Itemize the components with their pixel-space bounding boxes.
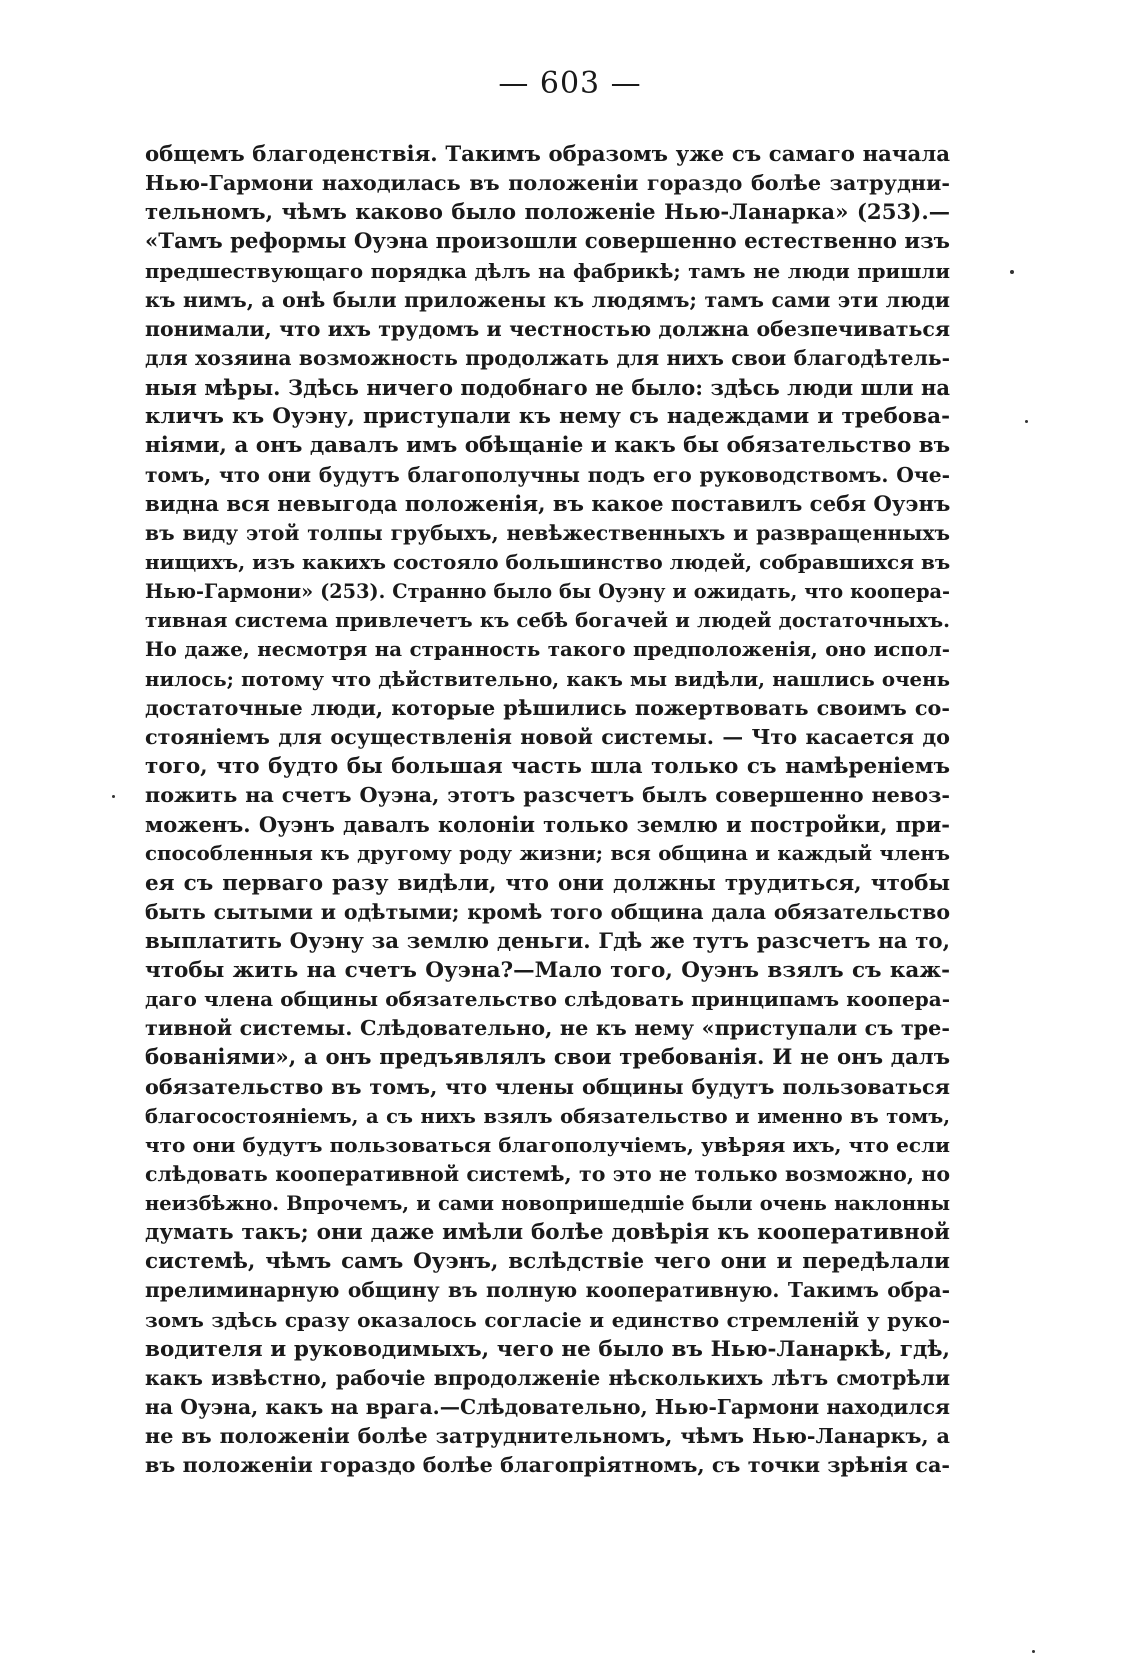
text-line: неизбѣжно. Впрочемъ, и сами новопришедшіе были очень наклонны	[145, 1192, 950, 1216]
page-number: — 603 —	[498, 66, 642, 101]
text-line: Но даже, несмотря на странность такого предположенія, оно испол-	[145, 637, 950, 662]
text-line: стояніемъ для осуществленія новой системы. — Что касается до	[145, 724, 950, 749]
text-line: къ нимъ, а онѣ были приложены къ людямъ; тамъ сами эти люди	[145, 287, 950, 312]
scan-speck	[1010, 270, 1014, 274]
text-line: моженъ. Оуэнъ давалъ колоніи только землю и постройки, при-	[145, 812, 950, 838]
text-line: кличъ къ Оуэну, приступали къ нему съ надеждами и требова-	[145, 404, 950, 430]
text-line: слѣдовать кооперативной системѣ, то это не только возможно, но	[145, 1161, 950, 1186]
text-line: системѣ, чѣмъ самъ Оуэнъ, вслѣдствіе чего они и передѣлали	[145, 1249, 950, 1275]
text-line: прелиминарную общину въ полную кооперативную. Такимъ обра-	[145, 1278, 950, 1303]
text-line: Нью-Гармони» (253). Странно было бы Оуэну и ожидать, что коопера-	[145, 580, 950, 604]
text-line: того, что будто бы большая часть шла только съ намѣреніемъ	[145, 753, 950, 779]
text-line: что они будутъ пользоваться благополучіемъ, увѣряя ихъ, что если	[145, 1132, 950, 1157]
text-line: водителя и руководимыхъ, чего не было въ Нью-Ланаркѣ, гдѣ,	[145, 1336, 950, 1362]
text-line: тивной системы. Слѣдовательно, не къ нему «приступали съ тре-	[145, 1016, 950, 1041]
text-line: понимали, что ихъ трудомъ и честностью должна обезпечиваться	[145, 316, 950, 341]
text-line: ныя мѣры. Здѣсь ничего подобнаго не было: здѣсь люди шли на	[145, 375, 950, 401]
scan-speck	[1032, 1650, 1035, 1653]
text-line: ніями, а онъ давалъ имъ обѣщаніе и какъ бы обязательство въ	[145, 433, 950, 459]
text-line: бованіями», а онъ предъявлялъ свои требованія. И не онъ далъ	[145, 1045, 950, 1071]
text-line: ея съ перваго разу видѣли, что они должны трудиться, чтобы	[145, 870, 950, 896]
text-line: въ положеніи гораздо болѣе благопріятномъ, съ точки зрѣнія са-	[145, 1453, 950, 1478]
text-line: томъ, что они будутъ благополучны подъ его руководствомъ. Оче-	[145, 462, 950, 487]
scan-speck	[1025, 420, 1028, 423]
text-line: обязательство въ томъ, что члены общины будутъ пользоваться	[145, 1074, 950, 1099]
text-line: видна вся невыгода положенія, въ какое поставилъ себя Оуэнъ	[145, 491, 950, 517]
text-line: не въ положеніи болѣе затруднительномъ, чѣмъ Нью-Ланаркъ, а	[145, 1424, 950, 1449]
text-line: въ виду этой толпы грубыхъ, невѣжественныхъ и развращенныхъ	[145, 520, 950, 545]
body-text	[145, 140, 950, 1480]
text-line: нищихъ, изъ какихъ состояло большинство людей, собравшихся въ	[145, 549, 950, 574]
text-line: Нью-Гармони находилась въ положеніи гораздо болѣе затрудни-	[145, 171, 950, 196]
text-line: «Тамъ реформы Оуэна произошли совершенно естественно изъ	[145, 229, 950, 255]
text-line: даго члена общины обязательство слѣдовать принципамъ коопера-	[145, 987, 950, 1012]
text-line: выплатить Оуэну за землю деньги. Гдѣ же тутъ разсчетъ на то,	[145, 928, 950, 954]
text-line: способленныя къ другому роду жизни; вся община и каждый членъ	[145, 841, 950, 866]
text-line: быть сытыми и одѣтыми; кромѣ того община дала обязательство	[145, 899, 950, 924]
text-line: для хозяина возможность продолжать для нихъ свои благодѣтель-	[145, 345, 950, 370]
text-line: на Оуэна, какъ на врага.—Слѣдовательно, Нью-Гармони находился	[145, 1395, 950, 1420]
text-line: чтобы жить на счетъ Оуэна?—Мало того, Оуэнъ взялъ съ каж-	[145, 957, 950, 983]
text-line: какъ извѣстно, рабочіе впродолженіе нѣсколькихъ лѣтъ смотрѣли	[145, 1365, 950, 1390]
text-line: нилось; потому что дѣйствительно, какъ мы видѣли, нашлись очень	[145, 666, 950, 691]
text-line: достаточные люди, которые рѣшились пожертвовать своимъ со-	[145, 695, 950, 720]
text-line: благосостояніемъ, а съ нихъ взялъ обязательство и именно въ томъ,	[145, 1104, 950, 1128]
text-line: тивная система привлечетъ къ себѣ богачей и людей достаточныхъ.	[145, 608, 950, 633]
text-line: зомъ здѣсь сразу оказалось согласіе и единство стремленій у руко-	[145, 1307, 950, 1332]
text-line: общемъ благоденствія. Такимъ образомъ уже съ самаго начала	[145, 142, 950, 167]
scan-speck	[112, 795, 115, 798]
text-line: пожить на счетъ Оуэна, этотъ разсчетъ былъ совершенно невоз-	[145, 783, 950, 808]
text-line: предшествующаго порядка дѣлъ на фабрикѣ; тамъ не люди пришли	[145, 258, 950, 283]
text-line: думать такъ; они даже имѣли болѣе довѣрія къ кооперативной	[145, 1220, 950, 1246]
text-line: тельномъ, чѣмъ каково было положеніе Нью-Ланарка» (253).—	[145, 200, 950, 226]
